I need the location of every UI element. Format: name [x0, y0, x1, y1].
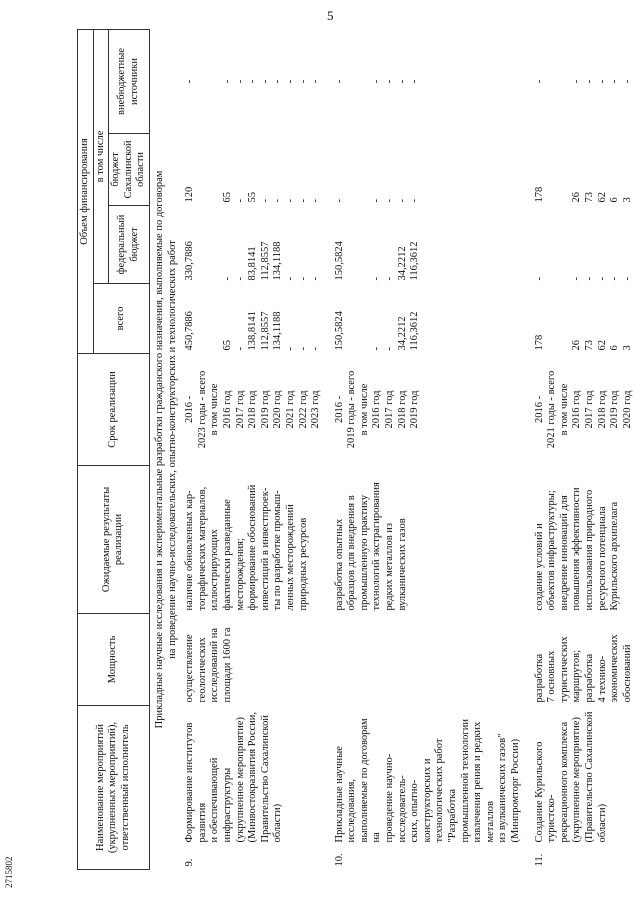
- row-results: создание условий и объектов инфраструктуры; внедрение инноваций для повышения эффективности использования природного ресурсного потенциала Курильского архипелага: [533, 487, 621, 611]
- row-total: 450,7886 65 - 138,8141 112,8557 134,1188 - - -: [184, 311, 322, 351]
- row-extra: - - - - - - - - -: [184, 79, 322, 84]
- row-power: разработка 7 основных туристических маршрутов; разработка 4 технико- экономических обоснований: [533, 634, 633, 703]
- funding-table: [77, 29, 635, 870]
- header-funding: Объем финансирования: [78, 29, 94, 353]
- row-federal: - - - - - -: [533, 276, 633, 281]
- header-regional: бюджет Сахалинской области: [109, 133, 150, 205]
- row-total: 178 26 73 62 6 3: [533, 334, 633, 351]
- row-number: 11.: [533, 853, 545, 867]
- row-federal: 150,5824 - - 34,2212 116,3612: [333, 241, 421, 281]
- document-code: 2715802: [4, 856, 14, 888]
- row-period: 2016 - 2019 годы - всего в том числе 2016 год 2017 год 2018 год 2019 год: [333, 370, 421, 449]
- row-name: Прикладные научные исследования, выполняемые по договорам на проведение научно-исследователь- ских, опытно-конструкторских и технологических работ "Разработка промышленной технологии извлечения рения и редких металлов из вулканических газов" (Минпромторг России): [333, 718, 521, 843]
- row-regional: - - - - -: [333, 198, 421, 203]
- row-period: 2016 - 2023 годы - всего в том числе 2016 год 2017 год 2018 год 2019 год 2020 год 2021 год 2022 год 2023 год: [184, 370, 322, 449]
- header-period: Срок реализации: [78, 353, 150, 465]
- row-extra: - - - - -: [333, 79, 421, 84]
- section-title: Прикладные научные исследования и экспериментальные разработки гражданского назначения, выполняемые по договорам на проведение научно-исследовательских, опытно-конструкторских и технологических работ: [153, 170, 178, 729]
- row-total: 150,5824 - - 34,2212 116,3612: [333, 311, 421, 351]
- header-extra: внебюджетные источники: [109, 29, 150, 133]
- row-power: осуществление геологических исследований на площади 1600 га: [184, 627, 233, 703]
- row-number: 10.: [333, 853, 345, 867]
- row-regional: 178 26 73 62 6 3: [533, 186, 633, 203]
- row-extra: - - - - - -: [533, 79, 633, 84]
- header-federal: федеральный бюджет: [109, 205, 150, 283]
- header-including: в том числе: [93, 29, 109, 283]
- row-name: Создание Курильского туристско- рекреационного комплекса (укрупненное мероприятие) (Правительство Сахалинской области): [533, 711, 608, 843]
- row-results: наличие обновленных кар- тографических материалов, иллюстрирующих фактически разведанные месторождения; формирование обоснований инвестиций в инвестпроек- ты по разработке промыш- ленных месторождений природных ресурсов: [184, 484, 309, 611]
- row-power: [324, 613, 524, 705]
- rotated-table-container: [77, 30, 633, 870]
- page-number: 5: [327, 8, 334, 23]
- row-number: 9.: [184, 858, 196, 867]
- header-name: Наименование мероприятий (укрупненных мероприятий), ответственный исполнитель: [78, 705, 150, 869]
- header-total: всего: [93, 283, 149, 353]
- row-name: Формирование институтов развития и обеспечивающей инфраструктуры (укрупненное мероприятие) (Минвостокразвития России, Правительство Сахалинской области): [184, 711, 284, 843]
- header-results: Ожидаемые результаты реализации: [78, 465, 150, 613]
- row-period: 2016 - 2021 годы - всего в том числе 2016 год 2017 год 2018 год 2019 год 2020 год: [533, 370, 633, 449]
- row-results: разработка опытных образцов для внедрения в промышленную практику технологий экстрагирования редких металлов из вулканических газов: [333, 482, 408, 611]
- table-row: [183, 29, 324, 869]
- row-federal: 330,7886 - - 83,8141 112,8557 134,1188 - - -: [184, 241, 322, 281]
- header-power: Мощность: [78, 613, 150, 705]
- row-regional: 120 65 - 55 - - - - -: [184, 186, 322, 203]
- table-row: [324, 29, 524, 869]
- table-row: [524, 29, 636, 869]
